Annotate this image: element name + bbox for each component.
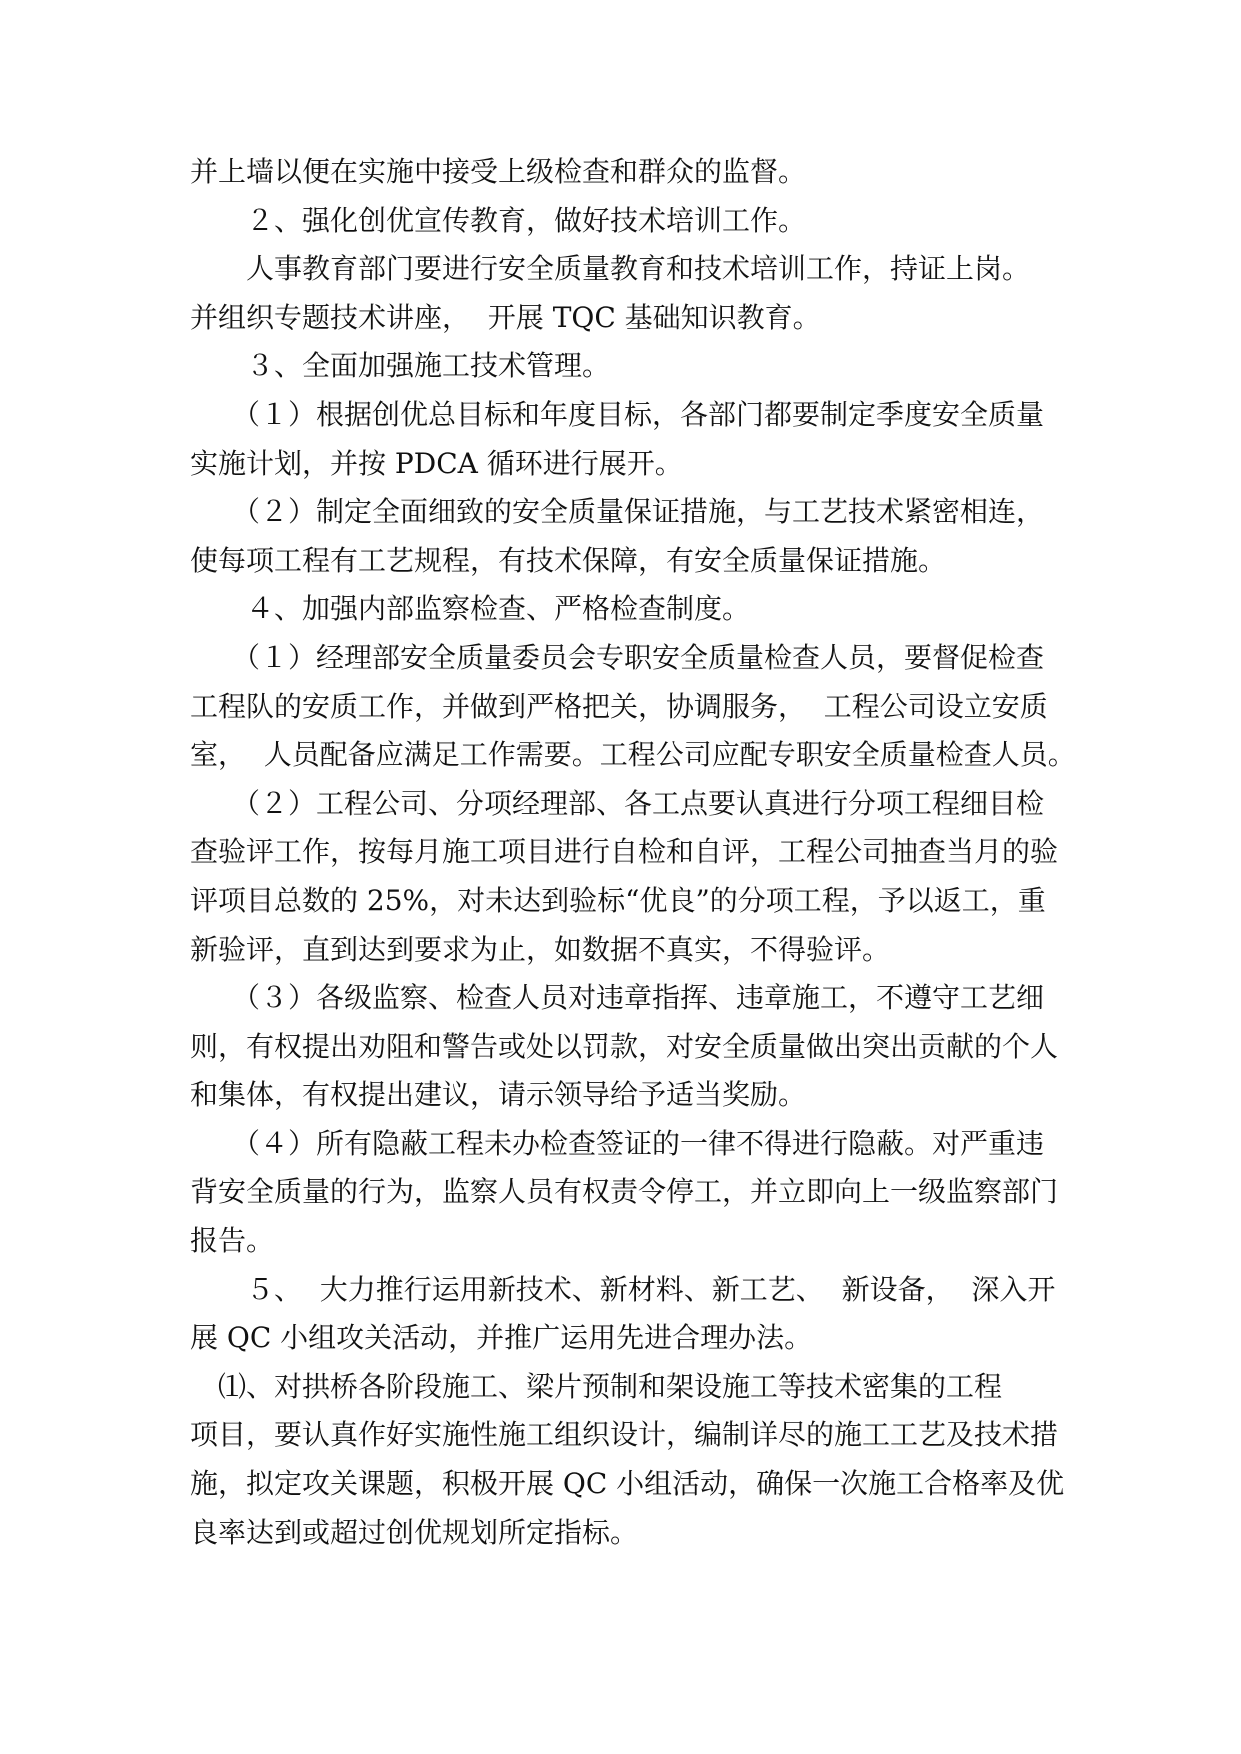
- body-line: 并组织专题技术讲座， 开展 TQC 基础知识教育。: [190, 300, 821, 334]
- body-line: 则，有权提出劝阻和警告或处以罚款，对安全质量做出突出贡献的个人: [190, 1029, 1059, 1063]
- body-line: 实施计划，并按 PDCA 循环进行展开。: [190, 446, 683, 480]
- body-line: 工程队的安质工作，并做到严格把关，协调服务， 工程公司设立安质: [190, 689, 1048, 723]
- body-line: ３、全面加强施工技术管理。: [190, 349, 611, 383]
- body-line: 并上墙以便在实施中接受上级检查和群众的监督。: [190, 155, 807, 188]
- body-line: （３）各级监察、检查人员对违章指挥、违章施工，不遵守工艺细: [190, 981, 1045, 1015]
- body-line: （２）制定全面细致的安全质量保证措施，与工艺技术紧密相连，: [190, 495, 1045, 529]
- body-line: 施，拟定攻关课题，积极开展 QC 小组活动，确保一次施工合格率及优: [190, 1467, 1065, 1501]
- document-body: [190, 148, 1090, 1557]
- body-line: 室， 人员配备应满足工作需要。工程公司应配专职安全质量检查人员。: [190, 738, 1076, 772]
- body-line: ５、 大力推行运用新技术、新材料、新工艺、 新设备， 深入开: [190, 1272, 1056, 1306]
- body-line: 人事教育部门要进行安全质量教育和技术培训工作，持证上岗。: [190, 252, 1031, 286]
- body-line: 报告。: [190, 1224, 275, 1258]
- body-line: 背安全质量的行为，监察人员有权责令停工，并立即向上一级监察部门: [190, 1175, 1059, 1209]
- body-line: ２、强化创优宣传教育，做好技术培训工作。: [190, 203, 807, 237]
- body-line: 新验评，直到达到要求为止，如数据不真实，不得验评。: [190, 932, 891, 966]
- body-line: 项目，要认真作好实施性施工组织设计，编制详尽的施工工艺及技术措: [190, 1418, 1059, 1452]
- body-line: （１）经理部安全质量委员会专职安全质量检查人员，要督促检查: [190, 640, 1045, 674]
- body-line: 查验评工作，按每月施工项目进行自检和自评，工程公司抽查当月的验: [190, 835, 1059, 869]
- body-line: 使每项工程有工艺规程，有技术保障，有安全质量保证措施。: [190, 543, 947, 577]
- body-line: ⑴、对拱桥各阶段施工、梁片预制和架设施工等技术密集的工程: [190, 1369, 1003, 1403]
- body-line: ４、加强内部监察检查、严格检查制度。: [190, 592, 751, 626]
- body-line: 良率达到或超过创优规划所定指标。: [190, 1515, 639, 1549]
- body-line: （１）根据创优总目标和年度目标，各部门都要制定季度安全质量: [190, 397, 1045, 431]
- body-line: 评项目总数的 25%，对未达到验标“优良”的分项工程，予以返工，重: [190, 883, 1046, 917]
- body-line: 和集体，有权提出建议，请示领导给予适当奖励。: [190, 1078, 807, 1112]
- body-line: （４）所有隐蔽工程未办检查签证的一律不得进行隐蔽。对严重违: [190, 1126, 1045, 1160]
- body-line: （２）工程公司、分项经理部、各工点要认真进行分项工程细目检: [190, 786, 1045, 820]
- body-line: 展 QC 小组攻关活动，并推广运用先进合理办法。: [190, 1321, 813, 1355]
